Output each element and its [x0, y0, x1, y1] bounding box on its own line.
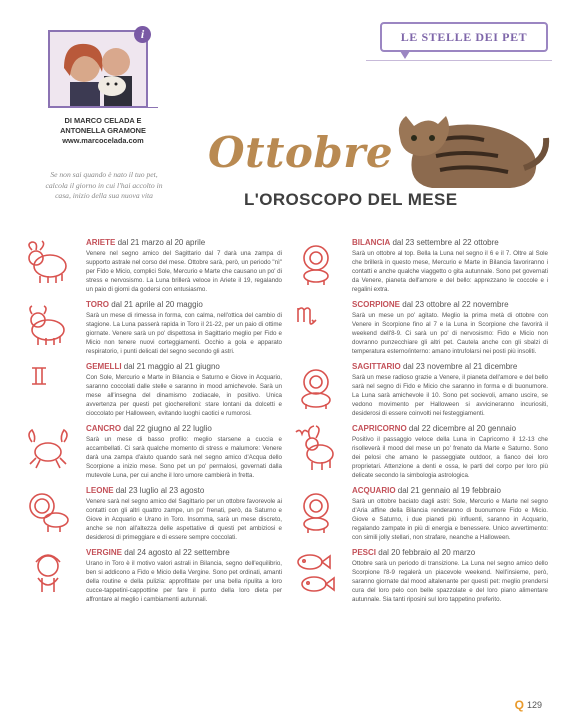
sign-dates: dal 20 febbraio al 20 marzo [376, 548, 476, 557]
sign-text: Sarà un mese di basso profilo: meglio starsene a cuccia e accambellati. Ci sarà qualche momento di stress e malumore: Venere darà una zampa d'aiuto quando sarà nel segno amico d'Acqua dello Scorpione a inizio mese. Sono pet un po' permalosi, governati dalla mutevole Luna, per cui anche il loro umore cambierà in fretta. [86, 436, 282, 479]
sign-text: Venere sarà nel segno amico del Sagittario per un ottobre favorevole ai contatti con gli altri quattro zampe, un po' frenati, però, da Saturno e Giove in Acquario e Urano in Toro. Insomma, sarà un mese discreto, anche se non all'altezza delle aspettative di questi pet ambiziosi e desiderosi di primeggiare e di essere sempre coccolati. [86, 498, 282, 541]
sagittarius-icon [292, 362, 340, 410]
libra-icon [292, 238, 340, 286]
sign-name: SCORPIONE [352, 300, 401, 309]
leo-icon [24, 486, 72, 534]
author-website-link[interactable]: www.marcocelada.com [62, 136, 144, 145]
author-photo [48, 30, 148, 108]
sign-entry [86, 486, 282, 542]
sign-entry [352, 238, 548, 294]
sign-dates: dal 23 novembre al 21 dicembre [400, 362, 518, 371]
sign-entry [352, 424, 548, 480]
sign-dates: dal 22 dicembre al 20 gennaio [406, 424, 517, 433]
sign-dates: dal 21 maggio al 21 giugno [121, 362, 220, 371]
sign-name: SAGITTARIO [352, 362, 401, 371]
page-subtitle: L'OROSCOPO DEL MESE [244, 190, 458, 209]
section-badge: LE STELLE DEI PET [380, 22, 548, 52]
aquarius-icon [292, 486, 340, 534]
sign-name: GEMELLI [86, 362, 122, 371]
scorpio-icon [292, 300, 340, 348]
sign-text: Con Sole, Mercurio e Marte in Bilancia e Saturno e Giove in Acquario, saranno coccolati dalle stelle e saranno in mood amichevole. Sarà un mese all'insegna del dinamismo zodiacale, in positivo. Unica avvertenza per questi pet giocherelloni: stare lontani da dolcetti e cioccolato per Halloween, evitando luoghi caotici e rumorosi. [86, 374, 282, 417]
right-sign-column [352, 238, 548, 610]
sign-entry [86, 300, 282, 356]
sign-entry [352, 362, 548, 418]
sign-name: ARIETE [86, 238, 116, 247]
sign-dates: dal 23 luglio al 23 agosto [113, 486, 205, 495]
cat-photo [388, 98, 550, 194]
sign-entry [352, 300, 548, 356]
sign-name: CANCRO [86, 424, 122, 433]
sign-text: Urano in Toro è il motivo valori astrali in Bilancia, segno dell'equilibrio, ben si addicono a Fido e Micio della Vergine. Sono pet ordinati, amanti della routine e della pulizia: approfittate per una bella ripulita a loro cucce-tappetini-cappottine per fare il punto della loro dieta per affrontare al meglio i cambiamenti autunnali. [86, 560, 282, 603]
sign-name: CAPRICORNO [352, 424, 407, 433]
page-number [515, 698, 542, 712]
sign-text: Positivo il passaggio veloce della Luna in Capricorno il 12-13 che risolleverà il mood del mese un po' frenato da Marte e Saturno. Sono dei pelosi che amano le passeggiate outdoor, a fianco dei loro proprietari. Attenzione a denti e ossa, le parti del corpo per loro più delicate secondo la simbologia astrologica. [352, 436, 548, 479]
virgo-icon [24, 548, 72, 596]
sign-dates: dal 21 gennaio al 19 febbraio [395, 486, 501, 495]
sign-name: BILANCIA [352, 238, 391, 247]
sign-entry [86, 362, 282, 418]
author-divider [48, 107, 158, 108]
sign-name: ACQUARIO [352, 486, 396, 495]
sign-dates: dal 22 giugno al 22 luglio [121, 424, 212, 433]
sign-text: Venere nel segno amico del Sagittario dal 7 darà una zampa di supporto astrale nel corso del mese. Ottobre sarà, però, un periodo "nì" per Fido e Micio, complici Sole, Mercurio e Marte che causano un po' di stress e nervosismo. La Luna brillerà veloce in Ariete il 19, regalando un paio di giorni da godersi con entusiasmo. [86, 250, 282, 293]
sign-text: Sarà un ottobre baciato dagli astri: Sole, Mercurio e Marte nel segno d'Aria affine della Bilancia renderanno di buonumore Fido e Micio. Giove e Saturno, i due pianeti più influenti, saranno in Acquario, regalando zampate in più di energia e benessere. Unico avvertimento: con simili jolly stellari, non strafare, neanche a Halloween. [352, 498, 548, 541]
info-icon: i [134, 26, 151, 43]
taurus-icon [24, 300, 72, 348]
left-sign-column [86, 238, 282, 610]
sign-text: Sarà un mese di rimessa in forma, con calma, nell'ottica del cambio di stagione. La Luna passerà rapida in Toro il 21-22, per un paio di ottime giornate. Venere sarà un po' dispettosa in Sagittario meglio per Fido e Micio non tenere nuovi corteggiamenti. Occhio a gola e apparato respiratorio, i punti delicati del segno secondo gli astri. [86, 312, 282, 355]
sign-name: VERGINE [86, 548, 123, 557]
sign-name: PESCI [352, 548, 377, 557]
cancer-icon [24, 424, 72, 472]
author-byline [48, 116, 158, 146]
sign-text: Sarà un mese radioso grazie a Venere, il pianeta dell'amore e del bello sarà nel segno di Fido e Micio che saranno in forma e di buonumore. La Luna sarà amichevole il 10. Sono pet socievoli, amano uscire, se vedono movimento per Halloween si avvicineranno incuriositi, desiderosi di essere coinvolti nei festeggiamenti. [352, 374, 548, 417]
magazine-logo: Q [514, 698, 524, 712]
sign-text: Ottobre sarà un periodo di transizione. La Luna nel segno amico dello Scorpione l'8-9 regalerà un piacevole weekend. Nell'insieme, però, saranno giornate dal mood altalenante per questi pet: meglio prendersi cura del loro pelo con belle spazzolate e del loro piano alimentare autunnale. Sia tanti riposini sul loro tappetino preferito. [352, 560, 548, 603]
sign-dates: dal 23 ottobre al 22 novembre [400, 300, 509, 309]
author-line-1: DI MARCO CELADA E [64, 116, 142, 125]
sign-entry [352, 548, 548, 604]
sign-entry [86, 424, 282, 480]
sign-name: TORO [86, 300, 109, 309]
sign-entry [86, 238, 282, 294]
sign-dates: dal 21 aprile al 20 maggio [108, 300, 203, 309]
month-title: Ottobre [208, 128, 394, 177]
sign-entry [352, 486, 548, 542]
sign-text: Sarà un mese un po' agitato. Meglio la prima metà di ottobre con Venere in Scorpione fino al 7 e la Luna in Scorpione che favorirà il weekend dell'8-9. Ci sarà un po' di nervosismo: Fido e Micio non dovranno punzecchiare gli altri pet. Cautela anche con gli sbalzi di temperatura esterno/interno: amano intrufolarsi nei posti più insoliti. [352, 312, 548, 355]
sign-dates: dal 23 settembre al 22 ottobre [390, 238, 499, 247]
gemini-icon [24, 362, 72, 410]
sign-entry [86, 548, 282, 604]
aries-icon [24, 238, 72, 286]
intro-note: Se non sai quando è nato il tuo pet, calcola il giorno in cui l'hai accolto in casa, inizio della sua nuova vita [45, 170, 163, 200]
page-number-text: 129 [526, 700, 542, 710]
capricorn-icon [292, 424, 340, 472]
pisces-icon [292, 548, 340, 596]
section-divider [366, 60, 552, 61]
author-line-2: ANTONELLA GRAMONE [60, 126, 146, 135]
sign-name: LEONE [86, 486, 114, 495]
sign-dates: dal 21 marzo al 20 aprile [115, 238, 206, 247]
sign-dates: dal 24 agosto al 22 settembre [122, 548, 230, 557]
sign-text: Sarà un ottobre al top. Bella la Luna nel segno il 6 e il 7. Oltre al Sole che brillerà in questo mese, Mercurio e Marte in Bilancia favoriranno i contatti e anche qualche viaggetto o gita autunnale. Sono pet governati da Venere, pianeta dell'amore e del bello: apprezzano le coccole e i regalini extra. [352, 250, 548, 293]
